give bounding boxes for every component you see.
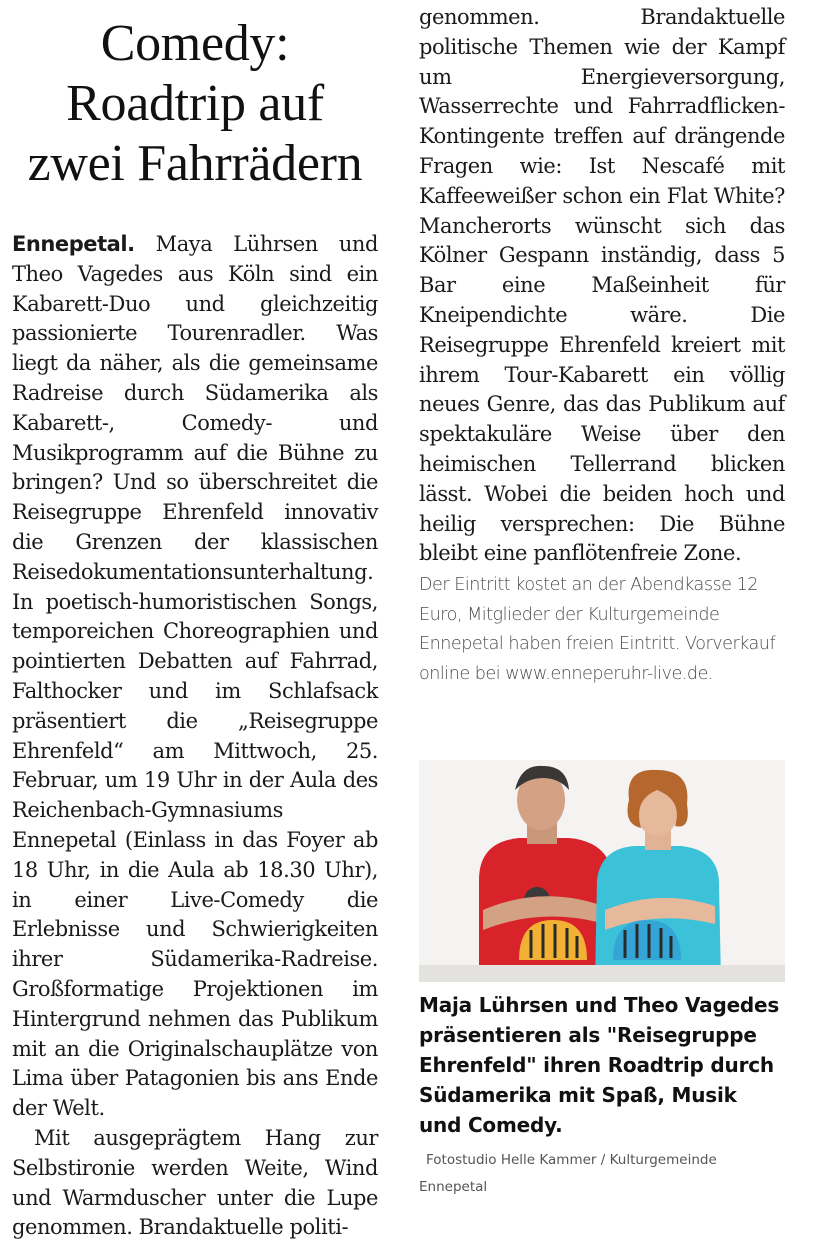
article-body-right <box>419 3 785 569</box>
headline-line-2: Roadtrip auf <box>66 75 324 132</box>
article-paragraph-2-start: Mit ausgeprägtem Hang zur Selbstironie werden Weite, Wind und Warmduscher unter die Lupe genommen. Brandaktuelle politi- <box>12 1125 378 1240</box>
article-paragraph-1 <box>12 230 378 1124</box>
ticket-info: Der Eintritt kostet an der Abendkasse 12 Euro, Mitglieder der Kulturgemeinde Ennepetal haben freien Eintritt. Vorverkauf online bei www.enneperuhr-live.de. <box>419 575 776 684</box>
photo-caption: Maja Lührsen und Theo Vagedes präsentieren als "Reisegruppe Ehrenfeld" ihren Roadtrip durch Südamerika mit Spaß, Musik und Comedy. <box>419 993 780 1137</box>
photo-credit-line-2: Ennepetal <box>419 1179 488 1195</box>
photo-illustration <box>419 760 785 982</box>
left-column <box>12 0 378 1243</box>
photo-credit <box>419 1147 785 1201</box>
article-photo <box>419 760 785 982</box>
article-paragraph-2-continued: genommen. Brandaktuelle politische Themen wie der Kampf um Energieversorgung, Wasserrechte und Fahrradflicken-Kontingente treffen auf drängende Fragen wie: Ist Nescafé mit Kaffeeweißer schon ein Flat White? Mancherorts wünscht sich das Kölner Gespann inständig, dass 5 Bar eine Maßeinheit für Kneipendichte wäre. Die Reisegruppe Ehrenfeld kreiert mit ihrem Tour-Kabarett ein völlig neues Genre, das das Publikum auf spektakuläre Weise über den heimischen Tellerrand blicken lässt. Wobei die beiden hoch und heilig versprechen: Die Bühne bleibt eine panflötenfreie Zone. <box>419 5 785 566</box>
dateline: Ennepetal. <box>12 232 135 256</box>
article-body-left <box>12 230 378 1243</box>
article-headline <box>12 14 378 194</box>
photo-credit-line-1: Fotostudio Helle Kammer / Kulturgemeinde <box>426 1152 717 1168</box>
headline-line-3: zwei Fahrrädern <box>27 135 363 192</box>
paragraph-1-text: Maya Lührsen und Theo Vagedes aus Köln sind ein Kabarett-Duo und gleichzeitig passionierte Tourenradler. Was liegt da näher, als die gemeinsame Radreise durch Südamerika als Kabarett-, Comedy- und Musikprogramm auf die Bühne zu bringen? Und so überschreitet die Reisegruppe Ehrenfeld innovativ die Grenzen der klassischen Reisedokumentationsunterhaltung. In poetisch-humoristischen Songs, temporeichen Choreographien und pointierten Debatten auf Fahrrad, Falthocker und im Schlafsack präsentiert die „Reisegruppe Ehrenfeld“ am Mittwoch, 25. Februar, um 19 Uhr in der Aula des Reichenbach-Gymnasiums Ennepetal (Einlass in das Foyer ab 18 Uhr, in die Aula ab 18.30 Uhr), in einer Live-Comedy die Erlebnisse und Schwierigkeiten ihrer Südamerika-Radreise. Großformatige Projektionen im Hintergrund nehmen das Publikum mit an die Originalschauplätze von Lima über Patagonien bis ans Ende der Welt. <box>12 232 378 1121</box>
headline-line-1: Comedy: <box>100 15 290 72</box>
